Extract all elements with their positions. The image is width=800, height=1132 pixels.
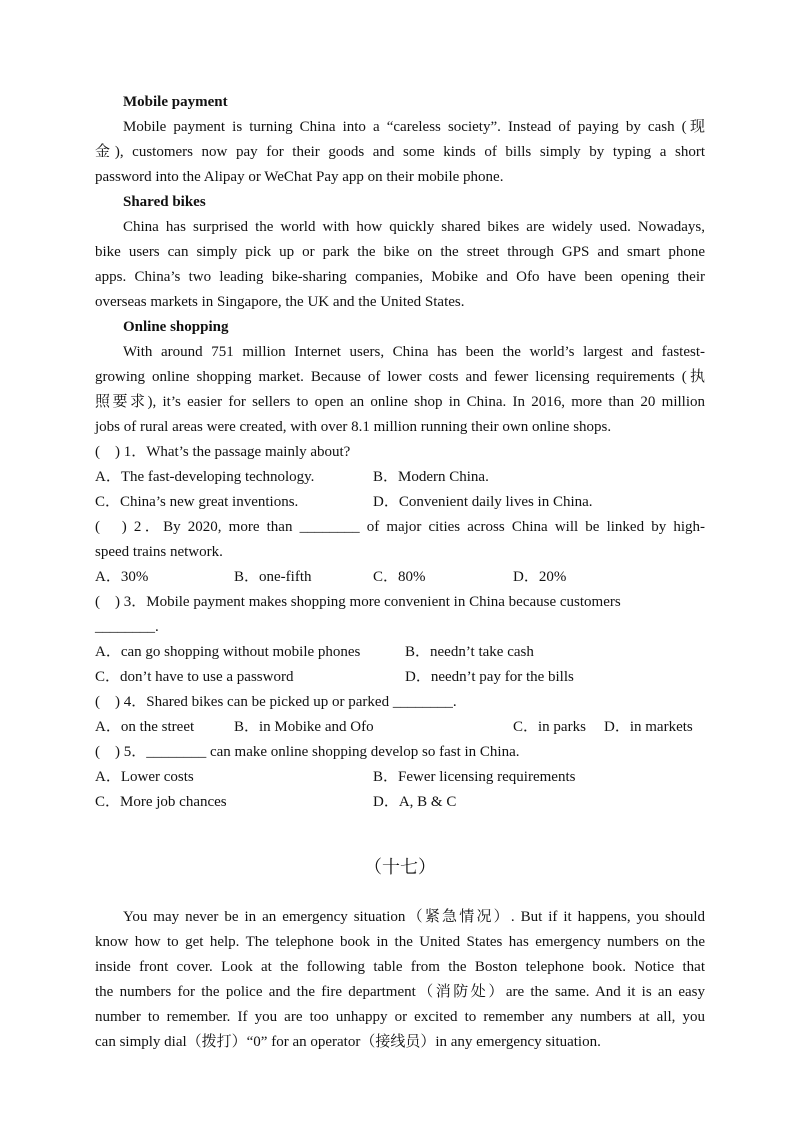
paragraph-line: 照要求), it’s easier for sellers to open an online shop in China. In 2016, more than 20 million (95, 394, 705, 410)
question-2-stem-continued: speed trains network. (95, 544, 223, 560)
section-heading-online-shopping: Online shopping (123, 319, 229, 335)
option-a: A．on the street (95, 719, 195, 735)
option-a: A．Lower costs (95, 769, 194, 785)
question-1-options-row-1 (95, 465, 705, 490)
section-heading-mobile-payment: Mobile payment (123, 94, 228, 110)
paragraph-line: growing online shopping market. Because of lower costs and fewer licensing requirements (执 (95, 369, 705, 385)
section-heading-shared-bikes: Shared bikes (123, 194, 206, 210)
question-3-stem-continued: ________. (95, 619, 159, 635)
question-5-stem: ( ) 5．________ can make online shopping develop so fast in China. (95, 744, 520, 760)
option-b: B．Modern China. (373, 469, 489, 485)
paragraph-line: know how to get help. The telephone book in the United States has emergency numbers on the (95, 934, 705, 950)
option-a: A．can go shopping without mobile phones (95, 644, 361, 660)
question-5-options-row-1 (95, 765, 705, 790)
chapter-title: （十七） (364, 857, 436, 877)
paragraph-line: Mobile payment is turning China into a “careless society”. Instead of paying by cash (现 (123, 119, 705, 135)
paragraph-line: China has surprised the world with how quickly shared bikes are widely used. Nowadays, (123, 219, 705, 235)
option-d: D．A, B & C (373, 794, 457, 810)
question-1-stem: ( ) 1．What’s the passage mainly about? (95, 444, 351, 460)
paragraph-line: You may never be in an emergency situation（紧急情况）. But if it happens, you should (123, 909, 705, 925)
option-d: D．Convenient daily lives in China. (373, 494, 593, 510)
option-c: C．don’t have to use a password (95, 669, 294, 685)
option-d: D．needn’t pay for the bills (405, 669, 574, 685)
document-page (95, 90, 705, 1055)
option-d: D．in markets (604, 719, 693, 735)
option-a: A．The fast-developing technology. (95, 469, 315, 485)
question-2-options-row (95, 565, 705, 590)
paragraph-line: apps. China’s two leading bike-sharing companies, Mobike and Ofo have been opening their (95, 269, 705, 285)
paragraph-line: 金), customers now pay for their goods and some kinds of bills simply by typing a short (95, 144, 705, 160)
paragraph-line: the numbers for the police and the fire department（消防处）are the same. And it is an easy (95, 984, 705, 1000)
question-4-options-row (95, 715, 705, 740)
question-3-options-row-1 (95, 640, 705, 665)
paragraph-line: bike users can simply pick up or park the bike on the street through GPS and smart phone (95, 244, 705, 260)
option-c: C．More job chances (95, 794, 227, 810)
paragraph-line: password into the Alipay or WeChat Pay app on their mobile phone. (95, 169, 504, 185)
question-4-stem: ( ) 4．Shared bikes can be picked up or parked ________. (95, 694, 457, 710)
option-d: D．20% (513, 569, 567, 585)
paragraph-line: jobs of rural areas were created, with over 8.1 million running their own online shops. (95, 419, 612, 435)
question-1-options-row-2 (95, 490, 705, 515)
question-5-options-row-2 (95, 790, 705, 815)
question-3-options-row-2 (95, 665, 705, 690)
paragraph-line: can simply dial（拨打）“0” for an operator（接线员）in any emergency situation. (95, 1034, 601, 1050)
paragraph-line: With around 751 million Internet users, China has been the world’s largest and fastest- (123, 344, 705, 360)
option-b: B．in Mobike and Ofo (234, 719, 374, 735)
option-b: B．one-fifth (234, 569, 312, 585)
option-c: C．China’s new great inventions. (95, 494, 299, 510)
option-c: C．in parks (513, 719, 586, 735)
question-2-stem: ( ) 2．By 2020, more than ________ of major cities across China will be linked by high- (95, 519, 705, 535)
paragraph-line: inside front cover. Look at the following table from the Boston telephone book. Notice that (95, 959, 705, 975)
option-b: B．needn’t take cash (405, 644, 534, 660)
paragraph-line: number to remember. If you are too unhappy or excited to remember any numbers at all, you (95, 1009, 705, 1025)
paragraph-line: overseas markets in Singapore, the UK and the United States. (95, 294, 465, 310)
option-a: A．30% (95, 569, 149, 585)
question-3-stem: ( ) 3．Mobile payment makes shopping more convenient in China because customers (95, 594, 621, 610)
option-b: B．Fewer licensing requirements (373, 769, 576, 785)
option-c: C．80% (373, 569, 426, 585)
